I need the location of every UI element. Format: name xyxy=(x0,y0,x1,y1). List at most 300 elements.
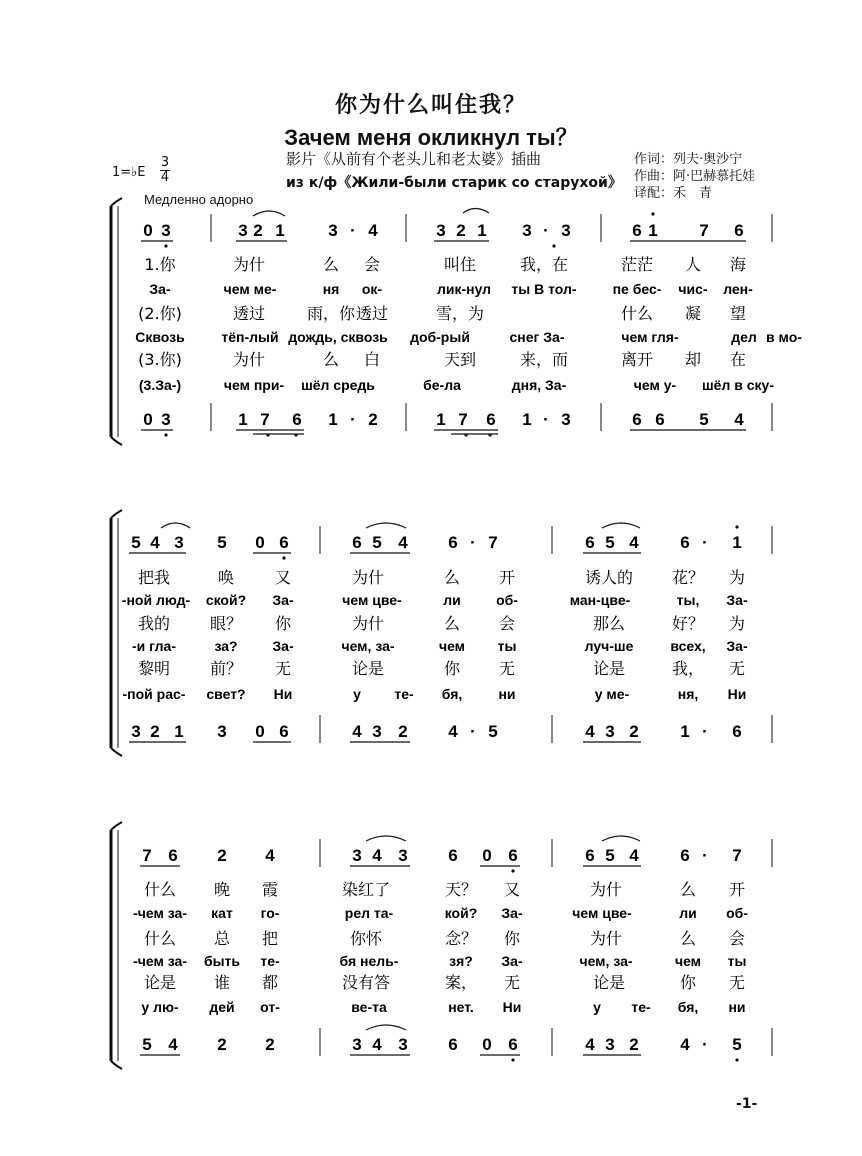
system-2-lyric-line-0: 为什 xyxy=(589,880,623,899)
system-0-lyric-line-1: пе бес- xyxy=(612,281,662,297)
system-2-upper-note: 7 xyxy=(142,846,152,865)
system-2-lyric-line-3: ты xyxy=(727,953,747,969)
system-0-upper-note: 2 xyxy=(456,221,466,240)
system-0-lyric-line-0: 海 xyxy=(729,255,747,274)
system-1-lyric-line-0: 为什 xyxy=(351,568,385,587)
system-1-lyric-line-1: ман-цве- xyxy=(569,592,631,608)
system-2-lyric-line-0: 开 xyxy=(728,880,746,899)
system-1-upper-note: 7 xyxy=(488,533,498,552)
system-0-lyric-line-3: дождь, сквозь xyxy=(288,329,388,345)
system-1-lower-note: 3 xyxy=(372,722,382,741)
time-signature-bottom: 4 xyxy=(160,170,170,185)
system-0-lyric-line-5: шёл средь xyxy=(301,377,375,393)
system-1-lower-note: 4 xyxy=(352,722,362,741)
system-0-lyric-line-0: 为什 xyxy=(232,255,266,274)
system-2-octave-dot xyxy=(735,1058,738,1061)
system-0-lyric-line-4: 天到 xyxy=(443,350,477,369)
system-1-lyric-line-0: 又 xyxy=(274,568,292,587)
system-0-lyric-line-4: 却 xyxy=(684,350,702,369)
system-1-slur xyxy=(161,523,190,528)
system-0-upper-note: · xyxy=(543,221,549,240)
system-0-upper-note: 2 xyxy=(253,221,263,240)
system-1-lower-note: 1 xyxy=(680,722,690,741)
system-0-upper-note: 3 xyxy=(436,221,446,240)
system-1-upper-note: 6 xyxy=(448,533,458,552)
system-0-lyric-line-5: бе-ла xyxy=(423,377,461,393)
system-1-lyric-line-2: 你 xyxy=(274,614,292,633)
system-1-upper-note: 5 xyxy=(131,533,141,552)
system-0-lower-note: 1 xyxy=(436,410,446,429)
system-0-lyric-line-4: 为什 xyxy=(232,350,266,369)
system-2-upper-note: 4 xyxy=(629,846,639,865)
system-0-lyric-line-2: 雨，你 xyxy=(306,304,356,323)
system-2-lyric-line-3: чем xyxy=(674,953,702,969)
system-1-upper-note: 6 xyxy=(680,533,690,552)
system-1-lyric-line-1: ли xyxy=(443,592,461,608)
system-2-lower-note: 5 xyxy=(732,1035,742,1054)
system-0-lower-note: 0 xyxy=(143,410,153,429)
system-0-lyric-line-1: За- xyxy=(149,281,171,297)
system-1-lower-note: 5 xyxy=(488,722,498,741)
system-0-upper-note: 6 xyxy=(632,221,642,240)
system-2-lyric-line-5: Ни xyxy=(502,999,522,1015)
system-2-lyric-line-5: те- xyxy=(631,999,651,1015)
system-0-lyric-line-4: 白 xyxy=(363,350,381,369)
system-2-lyric-line-1: рел та- xyxy=(344,905,394,921)
system-0-lyric-line-1: чис- xyxy=(678,281,708,297)
system-0-lyric-line-4: 离开 xyxy=(620,350,654,369)
system-0-lyric-line-1: ня xyxy=(322,281,340,297)
system-2-lyric-line-5: ни xyxy=(728,999,746,1015)
system-0-lyric-line-2: 透过 xyxy=(232,304,266,323)
system-1-lyric-line-5: ня, xyxy=(677,686,699,702)
system-0-slur xyxy=(463,209,489,214)
system-2-lyric-line-4: 无 xyxy=(503,973,521,992)
system-0-upper-note: 3 xyxy=(522,221,532,240)
system-2-lower-note: 4 xyxy=(585,1035,595,1054)
system-1-lyric-line-3: всех, xyxy=(670,638,706,654)
system-2-upper-note: 7 xyxy=(732,846,742,865)
system-1-lower-note: 3 xyxy=(605,722,615,741)
system-0-lyric-line-0: 1.你 xyxy=(144,255,176,274)
system-2-upper-note: 5 xyxy=(605,846,615,865)
system-2-lyric-line-0: 染红了 xyxy=(341,880,391,899)
system-1-lower-note: 3 xyxy=(131,722,141,741)
system-2-lyric-line-1: -чем за- xyxy=(133,905,187,921)
credit-composer: 作曲：阿·巴赫慕托娃 xyxy=(634,169,756,184)
system-1-lyric-line-4: 我， xyxy=(671,659,705,678)
system-0-lyric-line-1: лик-нул xyxy=(436,281,492,297)
system-2-lower-note: 2 xyxy=(217,1035,227,1054)
system-1-lyric-line-0: 么 xyxy=(443,568,461,587)
system-0-lyric-line-0: 会 xyxy=(363,255,381,274)
system-1-lyric-line-3: За- xyxy=(726,638,748,654)
system-0-lower-note: 2 xyxy=(368,410,378,429)
system-1-lyric-line-4: 黎明 xyxy=(137,659,171,678)
system-0-lyric-line-1: ок- xyxy=(361,281,383,297)
system-0-lyric-line-4: 在 xyxy=(729,350,747,369)
system-1-lyric-line-3: ты xyxy=(497,638,517,654)
system-0-octave-dot xyxy=(164,433,167,436)
system-0-lyric-line-2: 凝 xyxy=(684,304,702,323)
system-0-lower-note: 5 xyxy=(699,410,709,429)
system-2-lyric-line-0: 天？ xyxy=(444,880,478,899)
system-1-upper-note: 6 xyxy=(352,533,362,552)
system-2-lyric-line-5: ве-та xyxy=(351,999,387,1015)
system-0-lyric-line-5: дня, За- xyxy=(511,377,567,393)
high-octave-dot xyxy=(651,212,654,215)
system-1-bracket-bottom xyxy=(111,748,122,756)
system-2-lyric-line-2: 为什 xyxy=(589,929,623,948)
system-2-lyric-line-5: у xyxy=(593,999,601,1015)
system-1-lower-note: · xyxy=(470,722,476,741)
system-0-lyric-line-4: (3.你) xyxy=(138,350,182,369)
system-2-lyric-line-4: 你 xyxy=(679,973,697,992)
system-2-lyric-line-2: 把 xyxy=(261,929,279,948)
system-0-lyric-line-3: снег За- xyxy=(509,329,565,345)
system-0-lyric-line-0: 叫住 xyxy=(443,255,477,274)
system-1-lyric-line-0: 诱人的 xyxy=(584,568,634,587)
system-1-upper-note: 4 xyxy=(629,533,639,552)
system-2-lyric-line-1: об- xyxy=(726,905,748,921)
system-1-lyric-line-1: -ной люд- xyxy=(121,592,191,608)
system-0-octave-dot xyxy=(266,433,269,436)
system-2-lower-note: 3 xyxy=(352,1035,362,1054)
system-2-lyric-line-2: 什么 xyxy=(143,929,177,948)
source-russian: из к/ф《Жили-были старик со старухой》 xyxy=(286,175,622,191)
system-1-lyric-line-0: 开 xyxy=(498,568,516,587)
system-1-lower-note: 0 xyxy=(255,722,265,741)
system-2-upper-note: 0 xyxy=(482,846,492,865)
system-0-lyric-line-2: 望 xyxy=(729,304,747,323)
system-1-lyric-line-3: луч-ше xyxy=(584,638,634,654)
key-signature: 1=♭E xyxy=(112,165,146,180)
system-2-lyric-line-1: кой? xyxy=(444,905,478,921)
system-0-octave-dot xyxy=(488,433,491,436)
system-1-lyric-line-2: 我的 xyxy=(137,614,171,633)
system-2-upper-note: 6 xyxy=(508,846,518,865)
system-0-lower-note: 3 xyxy=(561,410,571,429)
system-0-lyric-line-0: 人 xyxy=(684,255,702,274)
system-0-upper-note: 3 xyxy=(328,221,338,240)
system-0-upper-note: 4 xyxy=(368,221,378,240)
system-2-lyric-line-2: 么 xyxy=(679,929,697,948)
page-number: -1- xyxy=(736,1096,758,1112)
system-2-upper-note: 3 xyxy=(352,846,362,865)
system-1-upper-note: 5 xyxy=(605,533,615,552)
system-0-lyric-line-3: чем гля- xyxy=(621,329,679,345)
system-2-lower-note: 6 xyxy=(508,1035,518,1054)
system-2-lyric-line-1: кат xyxy=(211,905,233,921)
credit-translator: 译配：禾 青 xyxy=(634,186,713,201)
system-2-lyric-line-4: 论是 xyxy=(592,973,626,992)
system-2-octave-dot xyxy=(511,869,514,872)
system-2-lyric-line-0: 晚 xyxy=(213,880,231,899)
system-1-lyric-line-3: за? xyxy=(214,638,238,654)
system-1-lyric-line-0: 唤 xyxy=(217,568,235,587)
system-2-lyric-line-4: 都 xyxy=(261,973,279,992)
system-1-lyric-line-4: 论是 xyxy=(592,659,626,678)
system-0-lyric-line-2: 雪，为 xyxy=(435,304,485,323)
system-2-lower-note: 5 xyxy=(142,1035,152,1054)
system-2-upper-note: 6 xyxy=(680,846,690,865)
system-0-lower-note: 1 xyxy=(328,410,338,429)
system-1-upper-note: 3 xyxy=(174,533,184,552)
system-0-lyric-line-0: 我，在 xyxy=(519,255,569,274)
system-2-lyric-line-3: бя нель- xyxy=(339,953,399,969)
system-2-slur xyxy=(602,836,640,841)
system-2-lower-note: 4 xyxy=(168,1035,178,1054)
system-1-lower-note: 2 xyxy=(398,722,408,741)
system-2-lyric-line-1: ли xyxy=(679,905,697,921)
system-0-lyric-line-0: 么 xyxy=(322,255,340,274)
system-0-lower-note: 6 xyxy=(655,410,665,429)
system-0-lower-note: 6 xyxy=(632,410,642,429)
tempo-marking: Медленно адорно xyxy=(144,192,254,207)
system-0-upper-note: 1 xyxy=(275,221,285,240)
system-2-upper-note: 6 xyxy=(448,846,458,865)
system-1-upper-note: · xyxy=(470,533,476,552)
system-0-slur xyxy=(253,211,285,216)
system-0-lyric-line-2: (2.你) xyxy=(138,304,182,323)
system-2-upper-note: 2 xyxy=(217,846,227,865)
system-2-lyric-line-3: быть xyxy=(203,953,241,969)
source-chinese: 影片《从前有个老头儿和老太婆》插曲 xyxy=(286,150,542,168)
system-0-upper-note: 7 xyxy=(699,221,709,240)
system-1-lower-note: 3 xyxy=(217,722,227,741)
system-1-upper-note: 0 xyxy=(255,533,265,552)
high-octave-dot xyxy=(735,525,738,528)
system-2-bracket-bottom xyxy=(111,1061,122,1069)
system-0-octave-dot xyxy=(164,244,167,247)
system-1-lyric-line-0: 为 xyxy=(728,568,746,587)
system-2-lyric-line-3: -чем за- xyxy=(133,953,187,969)
system-1-lyric-line-1: об- xyxy=(496,592,518,608)
system-0-upper-note: 1 xyxy=(477,221,487,240)
system-1-upper-note: 6 xyxy=(585,533,595,552)
system-2-lyric-line-4: 案， xyxy=(444,973,478,992)
system-2-lyric-line-1: За- xyxy=(501,905,523,921)
system-1-lower-note: 6 xyxy=(279,722,289,741)
system-2-lyric-line-1: чем цве- xyxy=(572,905,632,921)
system-2-lyric-line-0: 又 xyxy=(503,880,521,899)
system-0-lyric-line-5: шёл в ску- xyxy=(702,377,774,393)
system-2-lyric-line-2: 你 xyxy=(503,929,521,948)
system-2-slur xyxy=(366,1025,406,1030)
system-1-upper-note: · xyxy=(702,533,708,552)
song-title-chinese: 你为什么叫住我？ xyxy=(334,92,527,118)
system-0-lyric-line-0: 茫茫 xyxy=(620,255,654,274)
system-2-lyric-line-0: 么 xyxy=(679,880,697,899)
system-0-upper-note: 3 xyxy=(238,221,248,240)
system-0-lyric-line-3: в мо- xyxy=(766,329,802,345)
song-title-russian: Зачем меня окликнул ты？ xyxy=(284,125,578,150)
system-1-upper-note: 6 xyxy=(279,533,289,552)
system-1-lower-note: 4 xyxy=(448,722,458,741)
system-2-lyric-line-2: 会 xyxy=(728,929,746,948)
credit-lyricist: 作词：列夫·奥沙宁 xyxy=(634,152,743,167)
system-1-lyric-line-1: ской? xyxy=(205,592,247,608)
system-1-lyric-line-1: чем цве- xyxy=(342,592,402,608)
system-2-lyric-line-5: у лю- xyxy=(141,999,179,1015)
system-2-lyric-line-5: дей xyxy=(209,999,235,1015)
system-0-upper-note: · xyxy=(350,221,356,240)
system-0-lower-note: 1 xyxy=(238,410,248,429)
system-0-upper-note: 3 xyxy=(561,221,571,240)
system-2-lyric-line-1: го- xyxy=(260,905,280,921)
system-1-lyric-line-5: те- xyxy=(394,686,414,702)
system-1-lyric-line-5: свет? xyxy=(206,686,246,702)
system-2-lyric-line-3: те- xyxy=(260,953,280,969)
system-1-slur xyxy=(602,523,640,528)
system-1-lyric-line-5: у xyxy=(353,686,361,702)
system-2-lyric-line-5: бя, xyxy=(677,999,699,1015)
system-2-octave-dot xyxy=(511,1058,514,1061)
system-0-lyric-line-3: доб-рый xyxy=(410,329,470,345)
system-2-lyric-line-4: 无 xyxy=(728,973,746,992)
system-1-lyric-line-2: 会 xyxy=(498,614,516,633)
system-2-lyric-line-3: За- xyxy=(501,953,523,969)
system-2-lower-note: 6 xyxy=(448,1035,458,1054)
system-0-lyric-line-4: 么 xyxy=(322,350,340,369)
system-0-upper-note: 0 xyxy=(143,221,153,240)
system-2-upper-note: 3 xyxy=(398,846,408,865)
system-2-lyric-line-4: 谁 xyxy=(213,973,231,992)
system-0-lyric-line-2: 透过 xyxy=(355,304,389,323)
system-1-upper-note: 5 xyxy=(217,533,227,552)
system-1-lower-note: 4 xyxy=(585,722,595,741)
system-1-upper-note: 1 xyxy=(732,533,742,552)
system-0-lower-note: 4 xyxy=(734,410,744,429)
system-2-lyric-line-2: 你怀 xyxy=(349,929,383,948)
system-2-upper-note: 4 xyxy=(265,846,275,865)
system-1-lyric-line-2: 眼？ xyxy=(209,614,243,633)
system-0-lower-note: 6 xyxy=(292,410,302,429)
system-2-lyric-line-5: нет. xyxy=(448,999,474,1015)
system-0-octave-dot xyxy=(464,433,467,436)
system-2-lower-note: 2 xyxy=(629,1035,639,1054)
system-1-upper-note: 5 xyxy=(372,533,382,552)
system-1-octave-dot xyxy=(282,556,285,559)
system-0-lyric-line-3: Сквозь xyxy=(135,329,185,345)
system-1-bracket-top xyxy=(111,510,122,518)
system-2-lyric-line-3: зя? xyxy=(449,953,473,969)
system-0-lower-note: · xyxy=(543,410,549,429)
system-2-lower-note: 0 xyxy=(482,1035,492,1054)
system-0-lyric-line-3: дел xyxy=(731,329,757,345)
system-0-lower-note: 1 xyxy=(522,410,532,429)
system-1-lyric-line-5: бя, xyxy=(441,686,463,702)
system-1-lyric-line-5: Ни xyxy=(727,686,747,702)
system-2-lyric-line-5: от- xyxy=(260,999,280,1015)
system-1-lyric-line-5: ни xyxy=(498,686,516,702)
system-2-slur xyxy=(366,836,406,841)
system-1-lyric-line-2: 为 xyxy=(728,614,746,633)
system-0-lyric-line-1: лен- xyxy=(723,281,753,297)
system-1-slur xyxy=(366,523,406,528)
system-2-lower-note: · xyxy=(702,1035,708,1054)
system-1-lyric-line-3: -и гла- xyxy=(132,638,176,654)
system-2-lyric-line-2: 总 xyxy=(213,929,231,948)
system-1-lyric-line-4: 论是 xyxy=(351,659,385,678)
system-1-lyric-line-0: 把我 xyxy=(137,568,171,587)
system-0-lyric-line-5: (3.За-) xyxy=(138,377,182,393)
system-1-lyric-line-2: 那么 xyxy=(592,614,626,633)
system-1-lyric-line-2: 么 xyxy=(443,614,461,633)
system-2-lower-note: 3 xyxy=(605,1035,615,1054)
system-2-lyric-line-0: 霞 xyxy=(261,880,279,899)
system-0-lower-note: 6 xyxy=(486,410,496,429)
system-1-lyric-line-1: За- xyxy=(272,592,294,608)
system-0-lower-note: · xyxy=(350,410,356,429)
system-0-lyric-line-4: 来，而 xyxy=(519,350,569,369)
system-0-octave-dot xyxy=(294,433,297,436)
system-0-lower-note: 7 xyxy=(260,410,270,429)
system-0-lyric-line-5: чем при- xyxy=(223,377,285,393)
system-1-lyric-line-0: 花？ xyxy=(671,568,705,587)
system-1-lyric-line-5: Ни xyxy=(273,686,293,702)
system-1-lyric-line-1: ты, xyxy=(676,592,700,608)
system-0-upper-note: 1 xyxy=(648,221,658,240)
system-2-upper-note: 6 xyxy=(585,846,595,865)
system-1-lower-note: 2 xyxy=(629,722,639,741)
system-1-lower-note: 1 xyxy=(174,722,184,741)
system-1-lyric-line-4: 你 xyxy=(443,659,461,678)
system-2-lyric-line-4: 没有答 xyxy=(341,973,391,992)
system-1-lyric-line-2: 好？ xyxy=(671,614,705,633)
system-1-lyric-line-4: 无 xyxy=(498,659,516,678)
system-0-lyric-line-1: чем ме- xyxy=(223,281,277,297)
system-1-lyric-line-2: 为什 xyxy=(351,614,385,633)
system-1-lyric-line-4: 无 xyxy=(274,659,292,678)
system-2-lyric-line-3: чем, за- xyxy=(579,953,633,969)
system-2-lower-note: 2 xyxy=(265,1035,275,1054)
system-0-lyric-line-3: тёп-лый xyxy=(221,329,279,345)
system-1-lyric-line-5: у ме- xyxy=(594,686,630,702)
system-2-lower-note: 3 xyxy=(398,1035,408,1054)
system-0-upper-note: 3 xyxy=(161,221,171,240)
system-1-lyric-line-4: 无 xyxy=(728,659,746,678)
system-2-lyric-line-0: 什么 xyxy=(143,880,177,899)
system-0-bracket-bottom xyxy=(111,437,122,445)
system-0-lyric-line-5: чем у- xyxy=(633,377,677,393)
system-1-upper-note: 4 xyxy=(150,533,160,552)
system-2-lyric-line-2: 念？ xyxy=(444,929,478,948)
system-2-lyric-line-4: 论是 xyxy=(143,973,177,992)
system-1-lower-note: 6 xyxy=(732,722,742,741)
system-2-upper-note: 6 xyxy=(168,846,178,865)
system-0-lyric-line-2: 什么 xyxy=(620,304,654,323)
system-1-lower-note: 2 xyxy=(150,722,160,741)
system-2-upper-note: 4 xyxy=(372,846,382,865)
system-1-lyric-line-5: -пой рас- xyxy=(122,686,186,702)
system-2-lower-note: 4 xyxy=(372,1035,382,1054)
system-2-upper-note: · xyxy=(702,846,708,865)
time-signature-top: 3 xyxy=(160,155,170,170)
system-0-lyric-line-1: ты В тол- xyxy=(511,281,577,297)
system-1-lower-note: · xyxy=(702,722,708,741)
system-0-lower-note: 7 xyxy=(458,410,468,429)
system-1-lyric-line-4: 前？ xyxy=(209,659,243,678)
system-2-bracket-top xyxy=(111,822,122,830)
system-0-lower-note: 3 xyxy=(161,410,171,429)
system-1-lyric-line-3: чем, за- xyxy=(341,638,395,654)
system-1-upper-note: 4 xyxy=(398,533,408,552)
system-1-lyric-line-3: За- xyxy=(272,638,294,654)
system-2-lower-note: 4 xyxy=(680,1035,690,1054)
system-1-lyric-line-1: За- xyxy=(726,592,748,608)
system-0-octave-dot xyxy=(552,244,555,247)
